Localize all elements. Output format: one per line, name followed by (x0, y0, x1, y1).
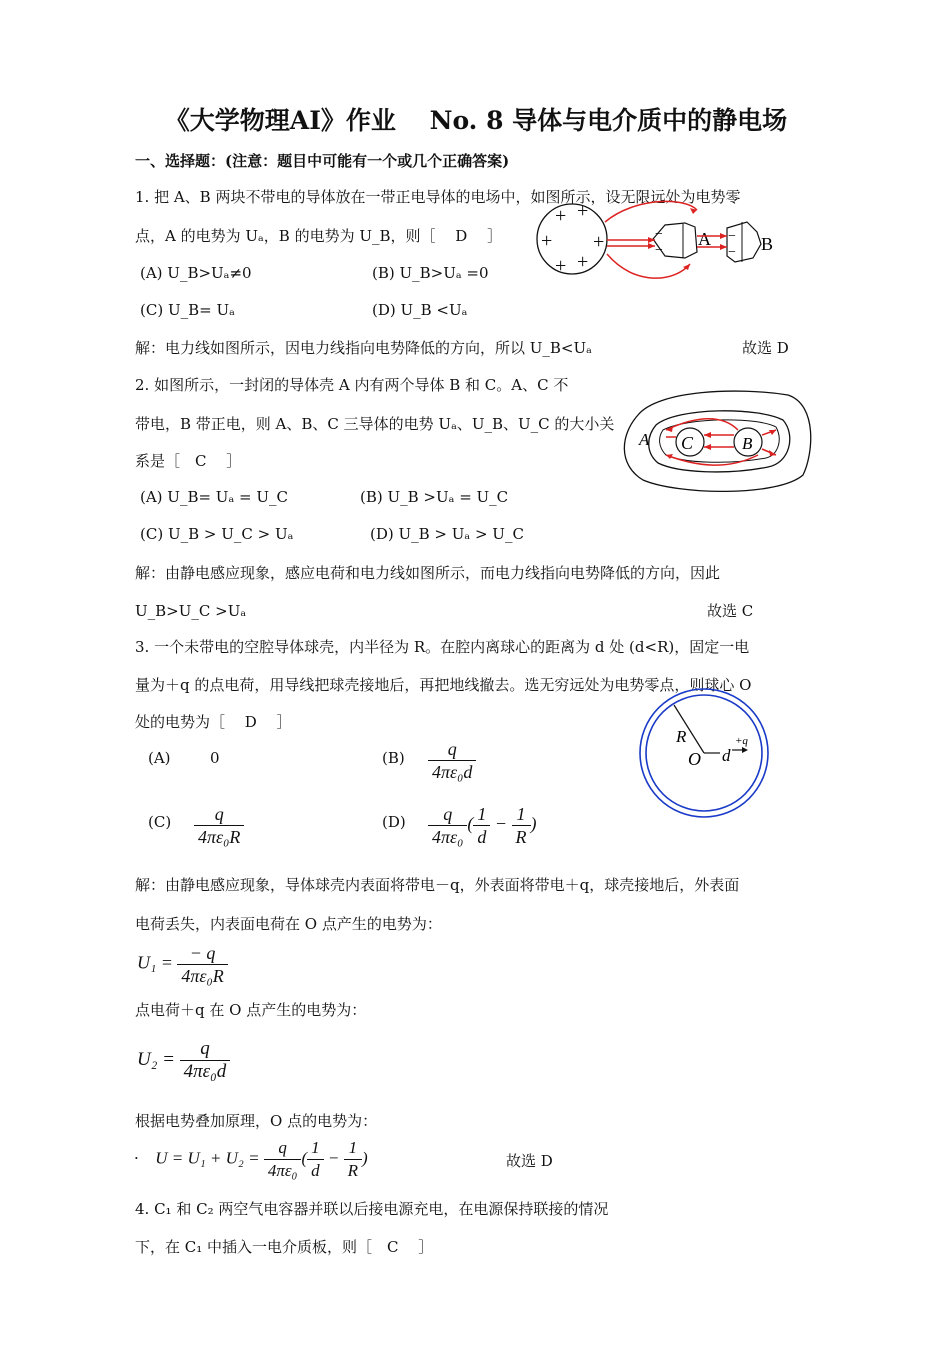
charge-label: +q (735, 735, 748, 747)
q3-answer: 故选 D (506, 1152, 553, 1170)
plus-sign: + (541, 230, 553, 252)
q3-option-b-formula: $\frac{q}{\text{4πε₀d}}$ (428, 738, 476, 783)
q3-text-line1: 3. 一个未带电的空腔导体球壳，内半径为 R。在腔内离球心的距离为 d 处 (d<R)，固定一电 (135, 638, 750, 656)
q2-option-d: (D) U_B > Uₐ > U_C (370, 525, 524, 543)
q3-option-a-label: (A) (148, 749, 171, 767)
q3-option-b-label: (B) (382, 749, 405, 767)
q3-option-d-label: (D) (382, 813, 406, 831)
q1-figure (535, 192, 785, 292)
plus-sign: + (555, 205, 567, 227)
minus-sign: − (728, 229, 736, 244)
q1-text-line1: 1. 把 A、B 两块不带电的导体放在一带正电导体的电场中，如图所示，设无限远处为电势零 (135, 188, 741, 206)
q2-answer: 故选 C (707, 602, 754, 620)
q2-option-c: (C) U_B > U_C > Uₐ (140, 525, 294, 543)
q4-text-line2: 下，在 C₁ 中插入一电介质板，则［ C ］ (135, 1238, 434, 1256)
conductor-b-label: B (742, 434, 753, 453)
q1-option-b: (B) U_B>Uₐ =0 (372, 264, 489, 282)
q3-option-c-formula: $\frac{q}{\text{4πε₀R}}$ (194, 803, 244, 848)
conductor-a-label: A (698, 229, 711, 249)
q3-solution-line1: 解：由静电感应现象，导体球壳内表面将带电－q，外表面将带电＋q，球壳接地后，外表面 (135, 876, 740, 894)
plus-sign: + (593, 231, 605, 253)
conductor-b-label: B (761, 234, 774, 254)
q3-text-line3: 处的电势为［ D ］ (135, 713, 292, 731)
plus-sign: + (555, 255, 567, 277)
plus-sign: + (577, 251, 589, 273)
q1-answer: 故选 D (742, 339, 789, 357)
q3-option-a-value: 0 (210, 749, 220, 767)
q1-solution: 解：电力线如图所示，因电力线指向电势降低的方向，所以 U_B<Uₐ (135, 339, 592, 357)
q2-solution: 解：由静电感应现象，感应电荷和电力线如图所示，而电力线指向电势降低的方向，因此 (135, 564, 721, 582)
q3-superposition-text: 根据电势叠加原理，O 点的电势为： (135, 1112, 378, 1130)
u2-equation: U₂ = $\frac{q}{\text{4πε₀d}}$ (137, 1038, 230, 1083)
q2-option-a: (A) U_B= Uₐ = U_C (140, 488, 288, 506)
u-total-equation: · U = U₁ + U₂ = $\frac{q}{\text{4πε₀}}$ ( $\frac{1}{d}$ − $\frac{1}{R}$ ) (134, 1138, 368, 1180)
conductor-c-label: C (681, 433, 694, 453)
u1-equation: U₁ = $\frac{- q}{\text{4πε₀R}}$ (137, 942, 228, 987)
q1-option-d: (D) U_B <Uₐ (372, 301, 468, 319)
q1-text-line2: 点，A 的电势为 Uₐ，B 的电势为 U_B，则［ D ］ (135, 227, 503, 245)
q2-figure (618, 385, 818, 495)
minus-sign: − (655, 243, 663, 258)
q1-option-c: (C) U_B= Uₐ (140, 301, 235, 319)
center-label: O (688, 749, 701, 769)
page-title: 《大学物理AI》作业 No. 8 导体与电介质中的静电场 (164, 106, 788, 135)
q2-text-line2: 带电，B 带正电，则 A、B、C 三导体的电势 Uₐ、U_B、U_C 的大小关 (135, 415, 615, 433)
q2-text-line1: 2. 如图所示，一封闭的导体壳 A 内有两个导体 B 和 C。A、C 不 (135, 376, 569, 394)
shell-outer-boundary (624, 391, 810, 491)
q2-solution-line2: U_B>U_C >Uₐ (135, 602, 247, 620)
q4-text-line1: 4. C₁ 和 C₂ 两空气电容器并联以后接电源充电，在电源保持联接的情况 (135, 1200, 609, 1218)
q3-option-d-formula: $\frac{q}{\text{4πε₀}}$ ( $\frac{1}{d}$ − $\frac{1}{R}$ ) (428, 803, 537, 848)
distance-label: d (722, 746, 731, 765)
minus-sign: − (655, 227, 663, 242)
conductor-a-label: A (639, 430, 650, 449)
q3-option-c-label: (C) (148, 813, 172, 831)
q1-option-a: (A) U_B>Uₐ≠0 (140, 264, 252, 282)
q2-option-b: (B) U_B >Uₐ = U_C (360, 488, 509, 506)
q3-solution-line2: 电荷丢失，内表面电荷在 O 点产生的电势为： (135, 915, 442, 933)
plus-sign: + (577, 200, 589, 222)
q3-text-line2: 量为＋q 的点电荷，用导线把球壳接地后，再把地线撤去。选无穷远处为电势零点，则球心 O (135, 676, 752, 694)
section-heading: 一、选择题：(注意：题目中可能有一个或几个正确答案) (135, 152, 510, 170)
q3-point-charge-text: 点电荷＋q 在 O 点产生的电势为： (135, 1001, 367, 1019)
minus-sign: − (728, 245, 736, 260)
q3-figure (638, 687, 773, 822)
q2-text-line3: 系是［ C ］ (135, 452, 242, 470)
radius-label: R (676, 727, 687, 746)
